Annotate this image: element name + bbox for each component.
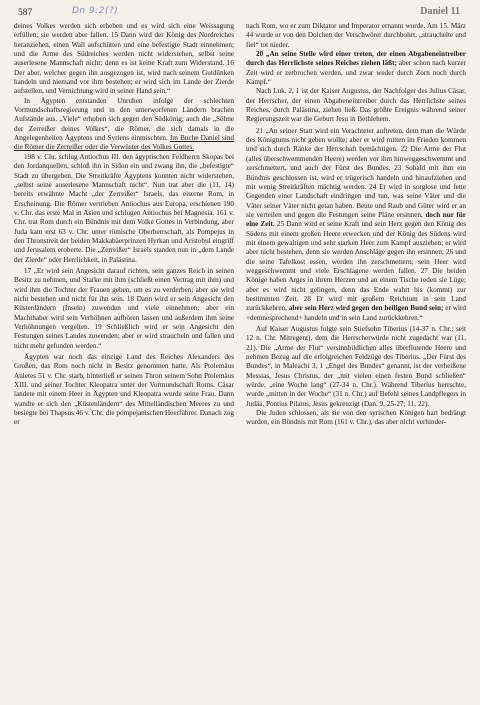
text-run: Nach Luk. 2, 1 ist der Kaiser Augustus, der Nachfolger des Julius Cäsar, der Herrscher, der einen Abgabeneintreiber durch das Herrlichste seines Reiches, durch Palästina, ziehen ließ. Das größte Ereignis während seiner Regierungszeit war die Geburt Jesu in Bethlehem.: [246, 87, 466, 124]
paragraph: [14, 353, 234, 428]
text-run: 21 „An seiner Statt wird ein Verachteter auftreten, dem man die Würde des Königtums nicht geben wollte; aber er wird mitten im Frieden kommen und sich durch Ränke der Herrschaft bemächtigen. 22 Die Arme der Flut (alles überschwemmenden Heere) werden vor ihm hinweggeschwemmt und zerschmettert, und auch der Fürst des Bundes. 23 Sobald mit ihm ein Bündnis geschlossen ist, wird er trügerisch handeln und hinaufziehen und mit wenig Streitkräften mächtig werden. 24 Er wird in sorglose und fette Gegenden einer Landschaft eindringen und tun, was seine Väter und die Väter seiner Väter nicht getan haben. Beute und Raub und Güter wird er an sie verteilen und gegen die Festungen seine Pläne ersinnen,: [246, 126, 466, 219]
text-run: Im Buche Daniel sind die Römer die Zerreißer oder die Verwüster des Volkes Gottes.: [14, 134, 234, 152]
running-head: Daniel 11: [420, 6, 460, 17]
paragraph: [246, 87, 466, 124]
text-run: Ägypten war noch das einzige Land des Reiches Alexanders des Großen, das Rom noch nicht in Besitz genommen hatte. Als Ptolemäus Auletes 51 v. Chr. starb, hinterließ er seinen Thron seinem Sohn Ptolemäus XIII. und seiner Tochter Kleopatra unter der Vormundschaft Roms. Cäsar landete mit einem Heer in Ägypten und Kleopatra wurde seine Frau. Dann wandte er sich den „Küstenländern“ des Mittelländischen Meeres zu und besiegte bei Thapsus 46 v. Chr. die pompejanischen Heerführer. Danach zog er: [14, 353, 234, 427]
text-run: 17 „Er wird sein Angesicht darauf richten, sein ganzes Reich in seinen Besitz zu nehmen, und Starke mit ihm (schließt einen Vertrag mit ihm) und wird ihm die Tochter der Frauen geben, um es zu verderben; aber sie wird nicht bestehen und nicht für ihn sein. 18 Dann wird er sein Angesicht den Küstenländern (Inseln) zuwenden und viele einnehmen; aber ein Machthaber wird sein Verhöhnen aufhören lassen und außerdem ihm seine Verhöhnungen vergelten. 19 Schließlich wird er sein Angesicht den Festungen seines Landes zuwenden; aber er wird straucheln und fallen und nicht mehr gefunden werden.“: [14, 266, 234, 350]
text-run: 20 „An seine Stelle wird einer treten, der einen Abgabeneintreiber durch das Herrlichste seines Reiches ziehen läßt;: [246, 50, 466, 68]
paragraph: [14, 267, 234, 351]
text-run: In Ägypten entstanden Unruhen infolge der schlechten Vormundschaftsregierung und in den unterworfenen Ländern brachen Aufstände aus. „Viele“ erhoben sich gegen den Südkönig; auch die „Söhne der Zerreißer deines Volkes“, die Römer, die sich damals in die Angelegenheiten Ägyptens und Syriens einmischten.: [14, 96, 234, 143]
paragraph: [246, 127, 466, 323]
text-run: 25 Dann wird er seine Kraft und sein Herz gegen den König des Südens mit einem großen Heere erwecken und der König des Südens wird mit einem gewaltigen und sehr starken Heer zum Kampf ausziehen; er wird aber nicht bestehen, denn sie werden Anschläge gegen ihn ersinnen; 26 und die seine Tafelkost essen, werden ihn zerschmettern; sein Heer wird weggeschwemmt und viele Erschlagene werden fallen. 27 Die beiden Könige haben Arges in ihrem Herzen und an einem Tische reden sie Lüge; aber es wird nicht gelingen, denn das Ende wahrt bis (kommt) zur bestimmten Zeit. 28 Er wird mit großem Reichtum in sein Land zurückkehren,: [246, 220, 467, 313]
text-run: doch nur für eine Zeit.: [246, 210, 466, 229]
paragraph: [14, 22, 234, 97]
page-number: 587: [18, 8, 33, 18]
text-columns: [14, 22, 466, 428]
page-header: [14, 4, 466, 20]
text-run: aber sein Herz wird gegen den heiligen Bund sein;: [288, 304, 444, 313]
text-run: 198 v. Chr. schlug Antiochus III. den ägyptischen Feldherrn Skopas bei den Jordanquellen, schloß ihn in Sidon ein und zwang ihn, die „befestigte“ Stadt zu übergeben. Die Streitkräfte Ägyptens konnten nicht widerstehen, „selbst seine auserlesene Mannschaft nicht“. Nun trat aber die (11, 14) bereits erwähnte Macht „der Zerreißer“ Israels, das eiserne Rom, in Erscheinung. Die Römer vertrieben Antiochus aus Europa, erschienen 190 v. Chr. das erste Mal in Asien und schlugen Antiochus bei Magnesia. 161 v. Chr. trat Rom durch ein Bündnis mit dem Volke Gottes in Verbindung, aber Juda kam erst 63 v. Chr. unter römische Oberherrschaft, als Pompejus in den Thronstreit der beiden Makkabäerprinzen Hyrkan und Aristobul eingriff und Jerusalem eroberte. Die „Zerreißer“ Israels standen nun in „dem Lande der Zierde“ oder Herrlichkeit, in Palästina.: [14, 152, 234, 264]
text-run: Auf Kaiser Augustus folgte sein Stiefsohn Tiberius (14-37 n. Chr.; seit 12 n. Chr. Mitregent), dem die Herrscherwürde nicht zugedacht war (11, 21). Die „Arme der Flut“ versinnbildlichen alles überflutende Heere und nehmen Bezug auf die erfolgreichen Feldzüge des Tiberius. „Der Fürst des Bundes“, in Maleachi 3, 1 „Engel des Bundes“ genannt, ist der verheißene Messias, Jesus Christus, der „mit vielen einen festen Bund schließen“ würde, „eine Woche lang“ (27-34 n. Chr.). Während Tiberius herrschte, wurde „mitten in der Woche“ (31 n. Chr.) auf Befehl seines Landpflegers in Judäa, Pontius Pilatus, Jesus gekreuzigt (Dan. 9, 25-27; 11, 22).: [246, 325, 466, 408]
text-run: nach Rom, wo er zum Diktator und Imperator ernannt wurde. Am 15. März 44 wurde er von den Dolchen der Verschwörer durchbohrt, „strauchelte und fiel“ tot nieder.: [246, 22, 466, 49]
paragraph: [246, 409, 466, 428]
paragraph: [14, 153, 234, 265]
paragraph: [14, 97, 234, 153]
paragraph: [246, 325, 466, 409]
text-run: aber schon nach kurzer Zeit wird er zerbrochen werden, und zwar weder durch Zorn noch durch Kampf.“: [246, 59, 466, 87]
text-run: Die Juden schlossen, als sie von den syrischen Königen hart bedrängt wurden, ein Bündnis mit Rom (161 v. Chr.), das aber nicht verhinder-: [246, 409, 466, 427]
right-column: [246, 22, 466, 428]
text-run: er wird +demnesprechend+ handeln und in sein Land zurückkehren.“: [246, 304, 466, 322]
text-run: deines Volkes werden sich erheben und es wird sich eine Weissagung erfüllen; sie werden aber fallen. 15 Dann wird der König des Nordreiches heranziehen, einen Wall aufschütten und eine befestigte Stadt einnehmen; und die Arme des Südreiches werden nicht widerstehen, selbst seine auserlesene Mannschaft nicht; denn es ist keine Kraft zum Widerstand. 16 Der aber, welcher gegen ihn ausgezogen ist, wird nach seinem Gutdünken handeln und niemand vor ihm bestehen; er wird sich im Lande der Zierde aufstellen, und Vernichtung wird in seiner Hand sein.“: [14, 22, 234, 96]
handwritten-note: Dn 9:2(?): [72, 6, 119, 16]
paragraph: [246, 22, 466, 50]
left-column: [14, 22, 234, 428]
paragraph: [246, 50, 466, 87]
